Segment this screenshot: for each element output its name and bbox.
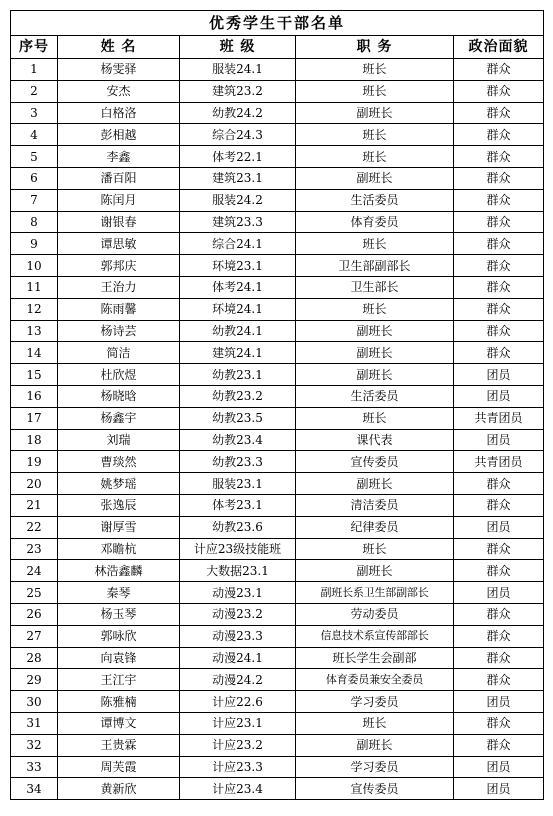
cell-class: 动漫23.1: [180, 582, 296, 604]
cell-role: 副班长: [296, 734, 454, 756]
cell-role: 副班长: [296, 364, 454, 386]
table-row: [11, 647, 544, 669]
cell-no: 20: [11, 473, 58, 495]
cell-name: 简洁: [58, 342, 180, 364]
cell-no: 25: [11, 582, 58, 604]
table-row: [11, 560, 544, 582]
cell-no: 5: [11, 146, 58, 168]
cell-name: 陈闰月: [58, 189, 180, 211]
table-row: [11, 342, 544, 364]
cell-politics: 团员: [454, 516, 544, 538]
cell-name: 陈雨馨: [58, 298, 180, 320]
cell-name: 杨鑫宇: [58, 407, 180, 429]
cell-name: 谭博文: [58, 712, 180, 734]
cell-role: 班长: [296, 298, 454, 320]
table-row: [11, 298, 544, 320]
cell-name: 杨雯驿: [58, 59, 180, 81]
cell-politics: 群众: [454, 298, 544, 320]
cell-class: 计应23.4: [180, 778, 296, 800]
cell-politics: 群众: [454, 625, 544, 647]
cell-name: 杜欣煜: [58, 364, 180, 386]
cell-role: 班长: [296, 80, 454, 102]
cell-politics: 团员: [454, 582, 544, 604]
cell-no: 33: [11, 756, 58, 778]
cell-class: 幼教23.4: [180, 429, 296, 451]
cell-no: 29: [11, 669, 58, 691]
cell-class: 建筑23.2: [180, 80, 296, 102]
table-row: [11, 516, 544, 538]
table-row: [11, 451, 544, 473]
cell-class: 大数据23.1: [180, 560, 296, 582]
cell-no: 19: [11, 451, 58, 473]
table-row: [11, 625, 544, 647]
cell-role: 清洁委员: [296, 494, 454, 516]
cell-politics: 群众: [454, 669, 544, 691]
table-row: [11, 385, 544, 407]
header-name: 姓 名: [58, 36, 180, 59]
table-row: [11, 102, 544, 124]
cell-no: 1: [11, 59, 58, 81]
cell-no: 3: [11, 102, 58, 124]
cell-name: 杨晓晗: [58, 385, 180, 407]
cell-no: 16: [11, 385, 58, 407]
table-row: [11, 146, 544, 168]
cell-role: 班长学生会副部: [296, 647, 454, 669]
cell-role: 学习委员: [296, 756, 454, 778]
cell-role: 体育委员兼安全委员: [296, 669, 454, 691]
cell-role: 学习委员: [296, 691, 454, 713]
cell-role: 宣传委员: [296, 451, 454, 473]
cell-no: 2: [11, 80, 58, 102]
cell-politics: 团员: [454, 429, 544, 451]
table-row: [11, 756, 544, 778]
cadre-table: [10, 10, 544, 800]
cell-name: 郭邦庆: [58, 255, 180, 277]
table-row: [11, 778, 544, 800]
cell-no: 11: [11, 276, 58, 298]
header-row: [11, 36, 544, 59]
cell-no: 27: [11, 625, 58, 647]
page-title: 优秀学生干部名单: [11, 11, 544, 36]
cell-class: 服装23.1: [180, 473, 296, 495]
cell-name: 彭相越: [58, 124, 180, 146]
cell-name: 张逸辰: [58, 494, 180, 516]
cell-role: 班长: [296, 712, 454, 734]
cell-role: 劳动委员: [296, 603, 454, 625]
cell-name: 邓瞻杭: [58, 538, 180, 560]
cell-politics: 团员: [454, 364, 544, 386]
table-row: [11, 494, 544, 516]
cell-role: 纪律委员: [296, 516, 454, 538]
cell-no: 34: [11, 778, 58, 800]
header-politics: 政治面貌: [454, 36, 544, 59]
cell-class: 环境24.1: [180, 298, 296, 320]
cell-no: 15: [11, 364, 58, 386]
cell-role: 宣传委员: [296, 778, 454, 800]
cell-no: 14: [11, 342, 58, 364]
cell-class: 幼教24.1: [180, 320, 296, 342]
cell-class: 幼教23.1: [180, 364, 296, 386]
cell-name: 潘百阳: [58, 167, 180, 189]
cell-politics: 群众: [454, 276, 544, 298]
cell-politics: 群众: [454, 712, 544, 734]
cadre-list-sheet: [10, 10, 543, 800]
table-row: [11, 211, 544, 233]
cell-politics: 群众: [454, 603, 544, 625]
cell-no: 24: [11, 560, 58, 582]
cell-class: 服装24.2: [180, 189, 296, 211]
cell-politics: 群众: [454, 167, 544, 189]
cell-politics: 群众: [454, 647, 544, 669]
cell-name: 谢银春: [58, 211, 180, 233]
cell-role: 卫生部长: [296, 276, 454, 298]
cell-class: 综合24.1: [180, 233, 296, 255]
cell-class: 建筑23.3: [180, 211, 296, 233]
cell-politics: 共青团员: [454, 451, 544, 473]
cell-class: 计应23.3: [180, 756, 296, 778]
cell-class: 体考24.1: [180, 276, 296, 298]
cell-name: 周芙霞: [58, 756, 180, 778]
table-row: [11, 124, 544, 146]
cell-role: 副班长系卫生部副部长: [296, 582, 454, 604]
cell-politics: 群众: [454, 233, 544, 255]
cell-no: 8: [11, 211, 58, 233]
table-row: [11, 320, 544, 342]
table-row: [11, 233, 544, 255]
cell-role: 副班长: [296, 342, 454, 364]
cell-name: 黄新欣: [58, 778, 180, 800]
header-no: 序号: [11, 36, 58, 59]
cell-politics: 群众: [454, 538, 544, 560]
cell-name: 王江宇: [58, 669, 180, 691]
cell-role: 副班长: [296, 102, 454, 124]
cell-politics: 群众: [454, 320, 544, 342]
table-row: [11, 473, 544, 495]
cell-no: 13: [11, 320, 58, 342]
table-row: [11, 59, 544, 81]
cell-politics: 群众: [454, 189, 544, 211]
cell-class: 幼教23.3: [180, 451, 296, 473]
cell-role: 生活委员: [296, 189, 454, 211]
cell-class: 计应23.2: [180, 734, 296, 756]
cell-politics: 群众: [454, 560, 544, 582]
table-row: [11, 669, 544, 691]
cell-class: 动漫23.2: [180, 603, 296, 625]
cell-politics: 群众: [454, 80, 544, 102]
cell-no: 9: [11, 233, 58, 255]
cell-class: 动漫24.1: [180, 647, 296, 669]
cell-no: 21: [11, 494, 58, 516]
cell-class: 动漫24.2: [180, 669, 296, 691]
cell-class: 计应22.6: [180, 691, 296, 713]
cell-politics: 群众: [454, 255, 544, 277]
cell-role: 课代表: [296, 429, 454, 451]
cell-class: 计应23.1: [180, 712, 296, 734]
cell-class: 建筑23.1: [180, 167, 296, 189]
cell-politics: 群众: [454, 494, 544, 516]
cell-role: 班长: [296, 538, 454, 560]
table-row: [11, 603, 544, 625]
cell-no: 32: [11, 734, 58, 756]
cell-class: 幼教23.2: [180, 385, 296, 407]
table-row: [11, 538, 544, 560]
table-row: [11, 80, 544, 102]
cell-class: 服装24.1: [180, 59, 296, 81]
cell-no: 18: [11, 429, 58, 451]
cell-no: 23: [11, 538, 58, 560]
cell-no: 6: [11, 167, 58, 189]
cell-class: 计应23级技能班: [180, 538, 296, 560]
cell-politics: 团员: [454, 756, 544, 778]
cell-no: 10: [11, 255, 58, 277]
cell-name: 王治力: [58, 276, 180, 298]
table-body: [11, 59, 544, 800]
header-class: 班 级: [180, 36, 296, 59]
cell-class: 建筑24.1: [180, 342, 296, 364]
cell-role: 班长: [296, 124, 454, 146]
cell-no: 28: [11, 647, 58, 669]
cell-role: 副班长: [296, 473, 454, 495]
cell-politics: 团员: [454, 691, 544, 713]
header-role: 职 务: [296, 36, 454, 59]
table-row: [11, 255, 544, 277]
cell-politics: 团员: [454, 778, 544, 800]
cell-class: 体考23.1: [180, 494, 296, 516]
cell-name: 秦琴: [58, 582, 180, 604]
cell-no: 12: [11, 298, 58, 320]
cell-politics: 群众: [454, 734, 544, 756]
table-row: [11, 429, 544, 451]
cell-role: 班长: [296, 146, 454, 168]
cell-role: 班长: [296, 59, 454, 81]
cell-role: 班长: [296, 407, 454, 429]
table-row: [11, 167, 544, 189]
cell-role: 班长: [296, 233, 454, 255]
cell-role: 体育委员: [296, 211, 454, 233]
cell-name: 王贵霖: [58, 734, 180, 756]
cell-class: 幼教23.6: [180, 516, 296, 538]
cell-class: 环境23.1: [180, 255, 296, 277]
cell-name: 向袁锋: [58, 647, 180, 669]
cell-politics: 群众: [454, 211, 544, 233]
cell-role: 信息技术系宣传部部长: [296, 625, 454, 647]
cell-role: 卫生部副部长: [296, 255, 454, 277]
table-row: [11, 691, 544, 713]
cell-name: 姚梦瑶: [58, 473, 180, 495]
cell-no: 31: [11, 712, 58, 734]
cell-name: 谢厚雪: [58, 516, 180, 538]
cell-no: 7: [11, 189, 58, 211]
table-row: [11, 364, 544, 386]
cell-no: 22: [11, 516, 58, 538]
title-row: [11, 11, 544, 36]
cell-politics: 群众: [454, 124, 544, 146]
cell-class: 体考22.1: [180, 146, 296, 168]
cell-politics: 群众: [454, 102, 544, 124]
cell-name: 李鑫: [58, 146, 180, 168]
table-row: [11, 734, 544, 756]
cell-role: 生活委员: [296, 385, 454, 407]
cell-name: 安杰: [58, 80, 180, 102]
cell-class: 幼教24.2: [180, 102, 296, 124]
cell-name: 杨玉琴: [58, 603, 180, 625]
cell-name: 陈雅楠: [58, 691, 180, 713]
cell-name: 林浩鑫麟: [58, 560, 180, 582]
cell-name: 刘瑞: [58, 429, 180, 451]
cell-name: 谭思敏: [58, 233, 180, 255]
cell-class: 动漫23.3: [180, 625, 296, 647]
cell-no: 4: [11, 124, 58, 146]
cell-no: 17: [11, 407, 58, 429]
cell-politics: 团员: [454, 385, 544, 407]
cell-name: 曹琰然: [58, 451, 180, 473]
table-row: [11, 276, 544, 298]
table-row: [11, 712, 544, 734]
table-row: [11, 582, 544, 604]
table-row: [11, 189, 544, 211]
cell-name: 郭咏欣: [58, 625, 180, 647]
cell-politics: 共青团员: [454, 407, 544, 429]
cell-class: 幼教23.5: [180, 407, 296, 429]
cell-role: 副班长: [296, 320, 454, 342]
cell-politics: 群众: [454, 59, 544, 81]
cell-name: 杨诗芸: [58, 320, 180, 342]
table-row: [11, 407, 544, 429]
cell-no: 26: [11, 603, 58, 625]
cell-class: 综合24.3: [180, 124, 296, 146]
cell-role: 副班长: [296, 167, 454, 189]
cell-politics: 群众: [454, 342, 544, 364]
cell-politics: 群众: [454, 473, 544, 495]
cell-no: 30: [11, 691, 58, 713]
cell-name: 白格洛: [58, 102, 180, 124]
cell-politics: 群众: [454, 146, 544, 168]
cell-role: 副班长: [296, 560, 454, 582]
